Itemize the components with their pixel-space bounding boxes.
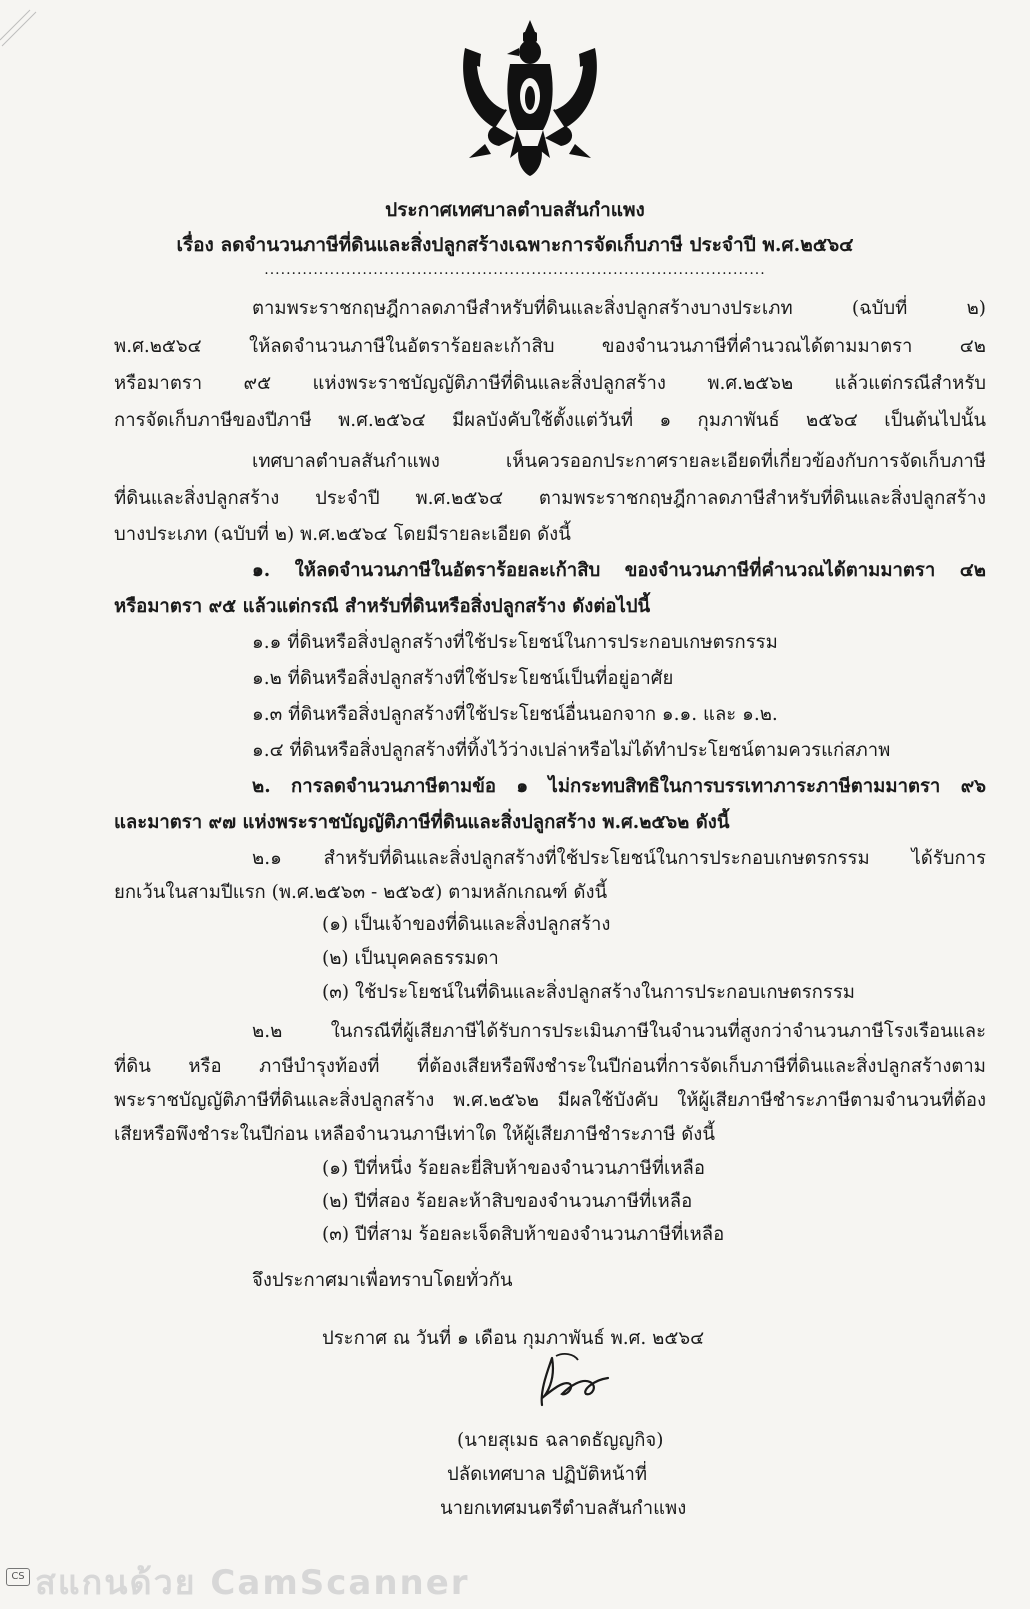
camscanner-badge: CS bbox=[6, 1568, 30, 1586]
body-line: การจัดเก็บภาษีของปีภาษี พ.ศ.๒๕๖๔ มีผลบังคับใช้ตั้งแต่วันที่ ๑ กุมภาพันธ์ ๒๕๖๔ เป็นต้นไปนั้น bbox=[114, 410, 986, 431]
scan-smear bbox=[0, 0, 60, 60]
section-2-heading-cont: และมาตรา ๙๗ แห่งพระราชบัญญัติภาษีที่ดินและสิ่งปลูกสร้าง พ.ศ.๒๕๖๒ ดังนี้ bbox=[114, 812, 730, 833]
year-2: (๒) ปีที่สอง ร้อยละห้าสิบของจำนวนภาษีที่เหลือ bbox=[322, 1191, 693, 1212]
item-1-1: ๑.๑ ที่ดินหรือสิ่งปลูกสร้างที่ใช้ประโยชน์ในการประกอบเกษตรกรรม bbox=[252, 632, 778, 653]
body-line: พ.ศ.๒๕๖๔ ให้ลดจำนวนภาษีในอัตราร้อยละเก้าสิบ ของจำนวนภาษีที่คำนวณได้ตามมาตรา ๔๒ bbox=[114, 336, 986, 357]
signer-position: ปลัดเทศบาล ปฏิบัติหน้าที่ bbox=[447, 1464, 648, 1485]
body-line: เทศบาลตำบลสันกำแพง เห็นควรออกประกาศรายละเอียดที่เกี่ยวข้องกับการจัดเก็บภาษี bbox=[252, 451, 986, 472]
item-1-2: ๑.๒ ที่ดินหรือสิ่งปลูกสร้างที่ใช้ประโยชน์เป็นที่อยู่อาศัย bbox=[252, 668, 674, 689]
announcement-title: ประกาศเทศบาลตำบลสันกำแพง bbox=[385, 199, 645, 221]
section-1-heading-cont: หรือมาตรา ๙๕ แล้วแต่กรณี สำหรับที่ดินหรือสิ่งปลูกสร้าง ดังต่อไปนี้ bbox=[114, 596, 651, 617]
item-2-1-cont: ยกเว้นในสามปีแรก (พ.ศ.๒๕๖๓ - ๒๕๖๕) ตามหลักเกณฑ์ ดังนี้ bbox=[114, 882, 608, 903]
item-2-1: ๒.๑ สำหรับที่ดินและสิ่งปลูกสร้างที่ใช้ประโยชน์ในการประกอบเกษตรกรรม ได้รับการ bbox=[252, 848, 986, 869]
garuda-emblem-icon bbox=[455, 18, 605, 178]
item-2-2-cont: ที่ดิน หรือ ภาษีบำรุงท้องที่ ที่ต้องเสียหรือพึงชำระในปีก่อนที่การจัดเก็บภาษีที่ดินและสิ่งปลูกสร้างตาม bbox=[114, 1056, 986, 1077]
item-2-2-cont: พระราชบัญญัติภาษีที่ดินและสิ่งปลูกสร้าง พ.ศ.๒๕๖๒ มีผลใช้บังคับ ให้ผู้เสียภาษีชำระภาษีตามจำนวนที่ต้อง bbox=[114, 1090, 986, 1111]
separator-dots: ............................................................................................ bbox=[264, 262, 766, 278]
section-1-heading: ๑. ให้ลดจำนวนภาษีในอัตราร้อยละเก้าสิบ ของจำนวนภาษีที่คำนวณได้ตามมาตรา ๔๒ bbox=[252, 560, 986, 581]
body-line: บางประเภท (ฉบับที่ ๒) พ.ศ.๒๕๖๔ โดยมีรายละเอียด ดังนี้ bbox=[114, 524, 571, 545]
item-1-3: ๑.๓ ที่ดินหรือสิ่งปลูกสร้างที่ใช้ประโยชน์อื่นนอกจาก ๑.๑. และ ๑.๒. bbox=[252, 704, 778, 725]
criterion-2: (๒) เป็นบุคคลธรรมดา bbox=[322, 948, 499, 969]
announcement-date: ประกาศ ณ วันที่ ๑ เดือน กุมภาพันธ์ พ.ศ. ๒๕๖๔ bbox=[322, 1328, 705, 1349]
signer-name: (นายสุเมธ ฉลาดธัญญกิจ) bbox=[457, 1430, 664, 1451]
item-2-2: ๒.๒ ในกรณีที่ผู้เสียภาษีได้รับการประเมินภาษีในจำนวนที่สูงกว่าจำนวนภาษีโรงเรือนและ bbox=[252, 1021, 986, 1042]
body-line: ที่ดินและสิ่งปลูกสร้าง ประจำปี พ.ศ.๒๕๖๔ ตามพระราชกฤษฎีกาลดภาษีสำหรับที่ดินและสิ่งปลูกสร้าง bbox=[114, 488, 986, 509]
item-1-4: ๑.๔ ที่ดินหรือสิ่งปลูกสร้างที่ทิ้งไว้ว่างเปล่าหรือไม่ได้ทำประโยชน์ตามควรแก่สภาพ bbox=[252, 740, 891, 761]
scanner-watermark: สแกนด้วย CamScanner bbox=[35, 1563, 470, 1603]
year-1: (๑) ปีที่หนึ่ง ร้อยละยี่สิบห้าของจำนวนภาษีที่เหลือ bbox=[322, 1158, 706, 1179]
signer-role: นายกเทศมนตรีตำบลสันกำแพง bbox=[440, 1498, 687, 1519]
criterion-3: (๓) ใช้ประโยชน์ในที่ดินและสิ่งปลูกสร้างในการประกอบเกษตรกรรม bbox=[322, 982, 855, 1003]
criterion-1: (๑) เป็นเจ้าของที่ดินและสิ่งปลูกสร้าง bbox=[322, 914, 611, 935]
item-2-2-cont: เสียหรือพึงชำระในปีก่อน เหลือจำนวนภาษีเท่าใด ให้ผู้เสียภาษีชำระภาษี ดังนี้ bbox=[114, 1124, 715, 1145]
section-2-heading: ๒. การลดจำนวนภาษีตามข้อ ๑ ไม่กระทบสิทธิในการบรรเทาภาระภาษีตามมาตรา ๙๖ bbox=[252, 776, 986, 797]
signature bbox=[512, 1350, 622, 1410]
announcement-subject: เรื่อง ลดจำนวนภาษีที่ดินและสิ่งปลูกสร้างเฉพาะการจัดเก็บภาษี ประจำปี พ.ศ.๒๕๖๔ bbox=[176, 234, 854, 256]
year-3: (๓) ปีที่สาม ร้อยละเจ็ดสิบห้าของจำนวนภาษีที่เหลือ bbox=[322, 1224, 725, 1245]
closing-statement: จึงประกาศมาเพื่อทราบโดยทั่วกัน bbox=[252, 1270, 513, 1291]
body-line: ตามพระราชกฤษฎีกาลดภาษีสำหรับที่ดินและสิ่งปลูกสร้างบางประเภท (ฉบับที่ ๒) bbox=[252, 298, 986, 319]
body-line: หรือมาตรา ๙๕ แห่งพระราชบัญญัติภาษีที่ดินและสิ่งปลูกสร้าง พ.ศ.๒๕๖๒ แล้วแต่กรณีสำหรับ bbox=[114, 373, 986, 394]
